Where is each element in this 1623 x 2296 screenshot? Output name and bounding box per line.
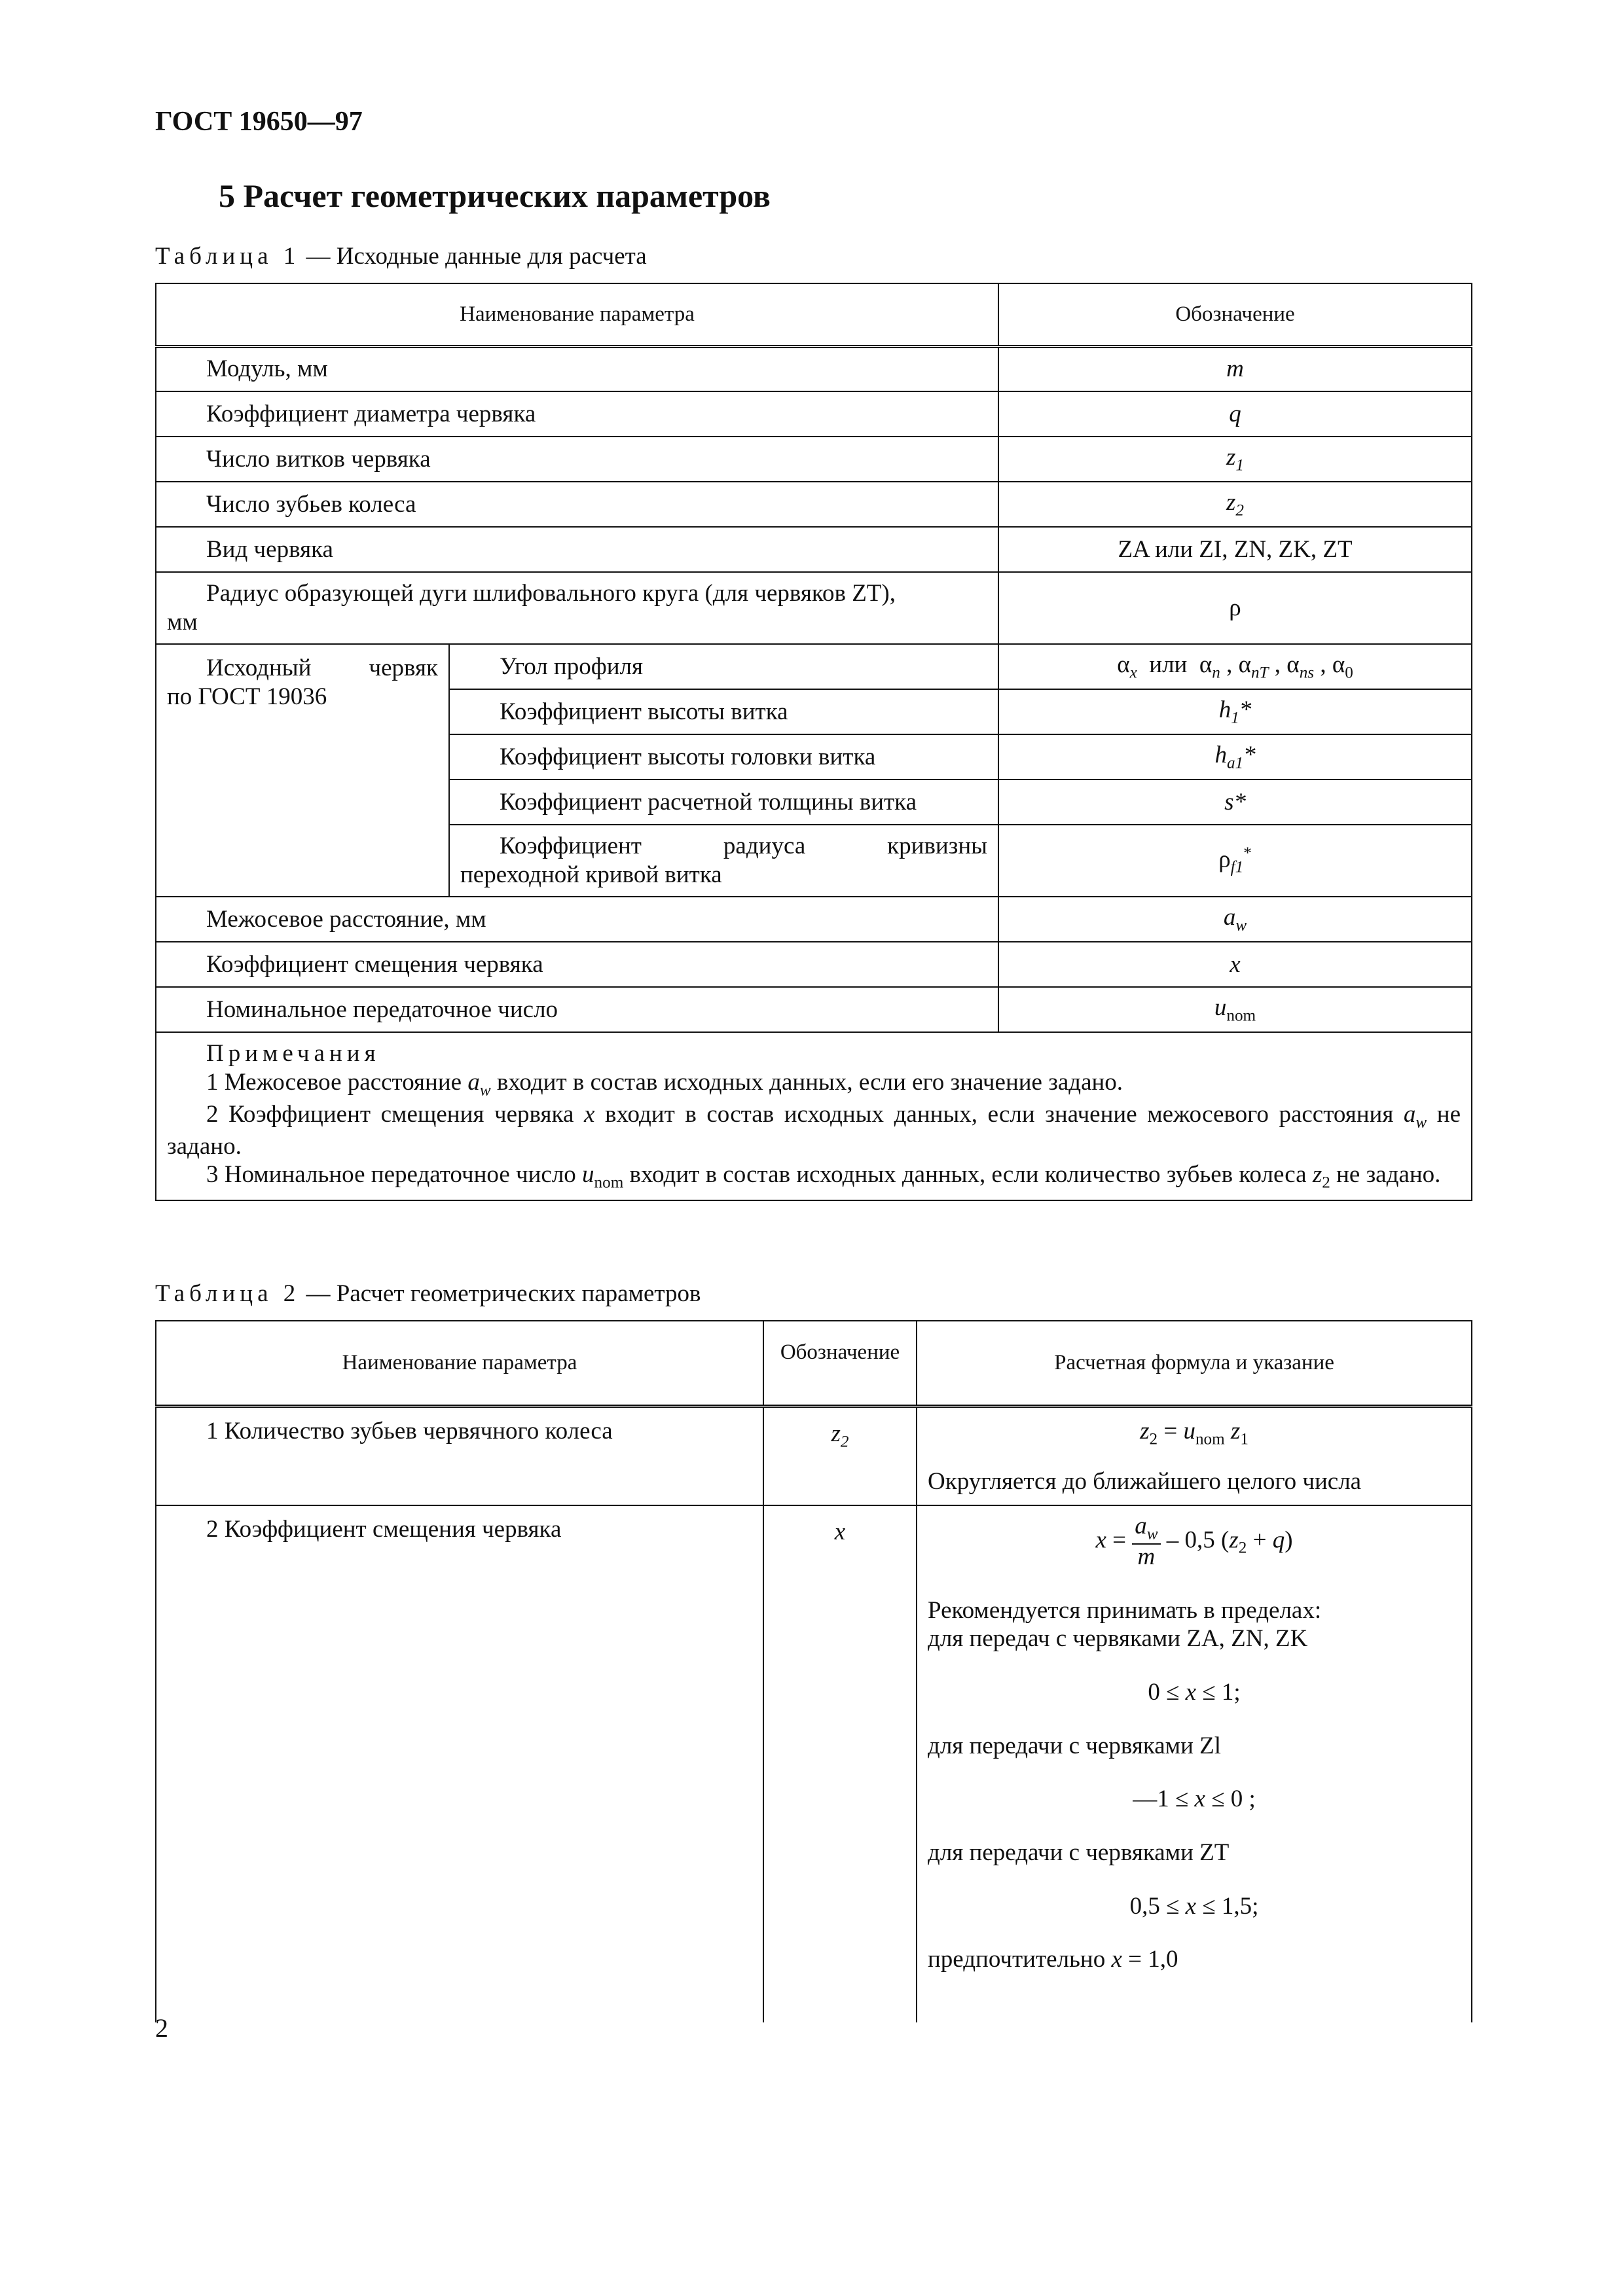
row-name: Число зубьев колеса [156, 482, 998, 527]
table2-col-name: Наименование параметра [156, 1321, 763, 1406]
table-row [156, 897, 1472, 942]
row-symbol: $\rho_{f1}^*$ [998, 825, 1472, 897]
recommendation: для передачи с червяками ZT [928, 1839, 1230, 1866]
table-row [156, 1505, 1472, 2022]
table1-col-symbol: Обозначение [998, 283, 1472, 346]
note-1: 1 Межосевое расстояние $a_w$ входит в состав исходных данных, если его значение задано. [206, 1068, 1123, 1100]
table-geometric-calculation [155, 1320, 1472, 2022]
row-name: Коэффициент диаметра червяка [156, 391, 998, 437]
row-name: Коэффициент расчетной толщины витка [449, 780, 998, 825]
table1-caption: Таблица 1 — Исходные данные для расчета [155, 243, 647, 270]
row-symbol: $\alpha_x$ или $\alpha_n$ , $\alpha_{nT}$ , $\alpha_{ns}$ , $\alpha_0$ [998, 644, 1472, 689]
table-row [156, 437, 1472, 482]
table-row [156, 942, 1472, 987]
table-row [156, 346, 1472, 391]
row-name: 2 Коэффициент смещения червяка [156, 1505, 763, 2022]
table1-header-row [156, 283, 1472, 346]
note-2: 2 Коэффициент смещения червяка x входит в состав исходных данных, если значение межосевого расстояния $a_w$ не задано. [167, 1100, 1461, 1160]
table1-col-name: Наименование параметра [156, 283, 998, 346]
row-name: Коэффициент высоты витка [449, 689, 998, 734]
table-row [156, 644, 1472, 689]
row-formula [917, 1406, 1472, 1505]
table-row [156, 1406, 1472, 1505]
preferred-value: предпочтительно x = 1,0 [928, 1946, 1178, 1973]
row-name: Межосевое расстояние, мм [156, 897, 998, 942]
row-symbol: $z_1$ [998, 437, 1472, 482]
row-symbol: x [763, 1505, 917, 2022]
row-name: Коэффициент радиуса кривизны переходной кривой витка [449, 825, 998, 897]
range-zt: 0,5 ≤ x ≤ 1,5; [1129, 1892, 1259, 1920]
row-name: 1 Количество зубьев червячного колеса [156, 1406, 763, 1505]
row-symbol: $z_2$ [763, 1406, 917, 1505]
recommendation: Рекомендуется принимать в пределах: [928, 1596, 1322, 1624]
row-name: Радиус образующей дуги шлифовального круга (для червяков ZT), мм [156, 572, 998, 644]
row-name: Коэффициент смещения червяка [156, 942, 998, 987]
table2-caption: Таблица 2 — Расчет геометрических параметров [155, 1280, 701, 1307]
table-initial-data [155, 283, 1472, 1201]
group-label-reference-worm: Исходный червяк по ГОСТ 19036 [156, 644, 449, 897]
recommendation: для передачи с червяками Zl [928, 1732, 1222, 1759]
note-3: 3 Номинальное передаточное число $u_{nom}$ входит в состав исходных данных, если количество зубьев колеса $z_2$ не задано. [206, 1161, 1441, 1192]
row-symbol: ZA или ZI, ZN, ZK, ZT [998, 527, 1472, 572]
table-row [156, 482, 1472, 527]
row-symbol: ρ [998, 572, 1472, 644]
row-name: Число витков червяка [156, 437, 998, 482]
row-symbol: $u_{nom}$ [998, 987, 1472, 1032]
notes-title: Примечания [206, 1040, 380, 1067]
row-name: Вид червяка [156, 527, 998, 572]
section-title: 5 Расчет геометрических параметров [219, 177, 771, 214]
page-number: 2 [155, 2013, 168, 2043]
table2-col-symbol: Обозначение [763, 1321, 917, 1406]
range-zi: —1 ≤ x ≤ 0 ; [1133, 1785, 1256, 1813]
table1-notes [156, 1032, 1472, 1200]
row-symbol: $h_1*$ [998, 689, 1472, 734]
table2-header-row [156, 1321, 1472, 1406]
row-symbol: q [998, 391, 1472, 437]
recommendation: для передач с червяками ZA, ZN, ZK [928, 1625, 1308, 1653]
formula-note: Округляется до ближайшего целого числа [928, 1467, 1362, 1495]
row-symbol: s* [998, 780, 1472, 825]
table2-col-formula: Расчетная формула и указание [917, 1321, 1472, 1406]
formula-shift: x = $\frac{a_w}{m}$ – 0,5 $(z_2 + q)$ [1095, 1513, 1293, 1570]
table-row [156, 527, 1472, 572]
formula-z2: $z_2 = u_{nom}$ $z_1$ [1140, 1417, 1249, 1448]
table-row [156, 391, 1472, 437]
row-symbol: $h_{a1}*$ [998, 734, 1472, 780]
row-symbol: $z_2$ [998, 482, 1472, 527]
row-name: Номинальное передаточное число [156, 987, 998, 1032]
row-name: Модуль, мм [156, 346, 998, 391]
table1-notes-row [156, 1032, 1472, 1200]
row-symbol: x [998, 942, 1472, 987]
document-id: ГОСТ 19650—97 [155, 107, 363, 137]
range-za: 0 ≤ x ≤ 1; [1148, 1678, 1241, 1706]
row-symbol: m [998, 346, 1472, 391]
table-row [156, 987, 1472, 1032]
table-row [156, 572, 1472, 644]
row-formula [917, 1505, 1472, 2022]
row-symbol: $a_w$ [998, 897, 1472, 942]
row-name: Угол профиля [449, 644, 998, 689]
row-name: Коэффициент высоты головки витка [449, 734, 998, 780]
